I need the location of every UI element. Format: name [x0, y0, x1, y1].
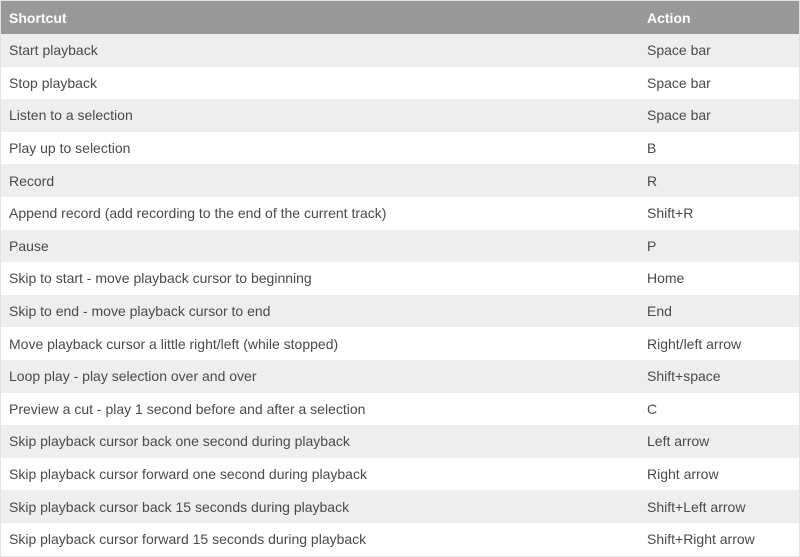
action-cell: Right/left arrow — [647, 335, 742, 352]
action-cell: Space bar — [647, 74, 711, 91]
shortcut-cell: Start playback — [9, 42, 98, 59]
shortcut-cell: Play up to selection — [9, 140, 131, 157]
table-header-row — [1, 1, 799, 34]
shortcut-cell: Append record (add recording to the end of the current track) — [9, 205, 387, 222]
shortcut-cell: Skip playback cursor back 15 seconds during playback — [9, 498, 350, 515]
action-cell: Shift+R — [647, 205, 694, 222]
action-cell: Space bar — [647, 42, 711, 59]
table-row — [1, 99, 799, 132]
shortcut-cell: Skip playback cursor forward one second during playback — [9, 466, 367, 483]
shortcut-cell: Listen to a selection — [9, 107, 133, 124]
table-row — [1, 67, 799, 100]
action-cell: Right arrow — [647, 466, 719, 483]
action-cell: Left arrow — [647, 433, 710, 450]
table-row — [1, 458, 799, 491]
action-cell: Space bar — [647, 107, 711, 124]
table-row — [1, 132, 799, 165]
shortcut-cell: Pause — [9, 237, 49, 254]
header-shortcut: Shortcut — [9, 9, 67, 26]
shortcut-cell: Record — [9, 172, 55, 189]
shortcut-cell: Skip playback cursor forward 15 seconds during playback — [9, 531, 367, 548]
action-cell: End — [647, 303, 672, 320]
shortcut-cell: Skip playback cursor back one second during playback — [9, 433, 350, 450]
action-cell: C — [647, 400, 658, 417]
shortcut-cell: Skip to start - move playback cursor to beginning — [9, 270, 312, 287]
table-row — [1, 230, 799, 263]
action-cell: R — [647, 172, 658, 189]
shortcut-cell: Skip to end - move playback cursor to end — [9, 303, 271, 320]
table-row — [1, 295, 799, 328]
table-row — [1, 425, 799, 458]
table-row — [1, 164, 799, 197]
table-row — [1, 262, 799, 295]
action-cell: B — [647, 140, 657, 157]
action-cell: Shift+space — [647, 368, 721, 385]
shortcut-cell: Move playback cursor a little right/left (while stopped) — [9, 335, 339, 352]
table-row — [1, 327, 799, 360]
action-cell: Home — [647, 270, 685, 287]
table-row — [1, 360, 799, 393]
table-row — [1, 393, 799, 426]
shortcut-cell: Loop play - play selection over and over — [9, 368, 257, 385]
table-row — [1, 523, 799, 556]
table-row — [1, 34, 799, 67]
header-action: Action — [647, 9, 691, 26]
action-cell: Shift+Left arrow — [647, 498, 746, 515]
action-cell: Shift+Right arrow — [647, 531, 755, 548]
action-cell: P — [647, 237, 657, 254]
table-row — [1, 490, 799, 523]
shortcut-cell: Stop playback — [9, 74, 97, 91]
shortcut-cell: Preview a cut - play 1 second before and after a selection — [9, 400, 366, 417]
table-row — [1, 197, 799, 230]
